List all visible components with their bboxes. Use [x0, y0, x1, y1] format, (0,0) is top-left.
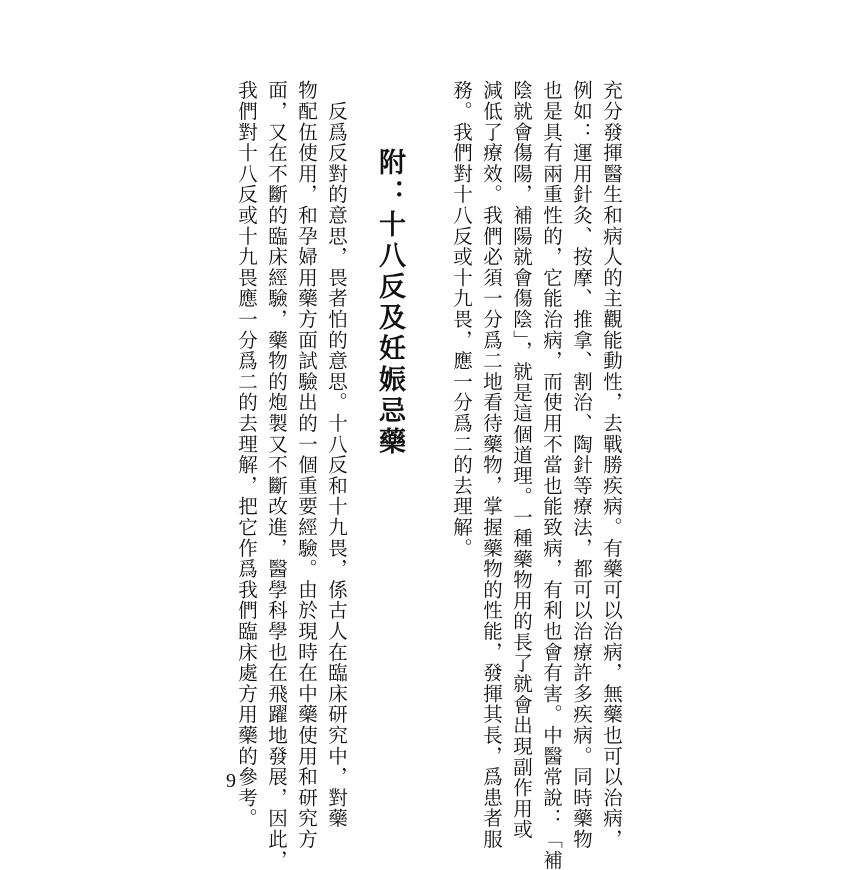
- text-column: 物配伍使用，和孕婦用藥方面試驗出的一個重要經驗。由於現時在中藥使用和研究方: [295, 80, 318, 850]
- text-column: 反爲反對的意思，畏者怕的意思。十八反和十九畏，係古人在臨床研究中，對藥: [325, 80, 348, 829]
- text-column: 陰就會傷陽，補陽就會傷陰」，就是這個道理。一種藥物用的長了就會出現副作用或: [510, 80, 533, 840]
- text-column: 充分發揮醫生和病人的主觀能動性，去戰勝疾病。有藥可以治病，無藥也可以治病，: [600, 80, 623, 850]
- text-column: 我們對十八反或十九畏應一分爲二的去理解，把它作爲我們臨床處方用藥的參考。: [235, 80, 258, 829]
- section-heading: 附：十八反及妊娠忌藥: [374, 148, 405, 458]
- text-column: 也是具有兩重性的，它能治病，而使用不當也能致病，有利也會有害。中醫常說：「補: [540, 80, 563, 870]
- text-column: 面，又在不斷的臨床經驗，藥物的炮製又不斷改進，醫學科學也在飛躍地發展，因此，: [265, 80, 288, 870]
- text-column: 例如：運用針灸、按摩、推拿、割治、陶針等療法，都可以治療許多疾病。同時藥物: [570, 80, 593, 850]
- page-number: 9: [226, 770, 236, 792]
- text-column: 減低了療效。我們必須一分爲二地看待藥物，掌握藥物的性能，發揮其長，爲患者服: [480, 80, 503, 850]
- text-column: 務。我們對十八反或十九畏，應一分爲二的去理解。: [450, 80, 473, 559]
